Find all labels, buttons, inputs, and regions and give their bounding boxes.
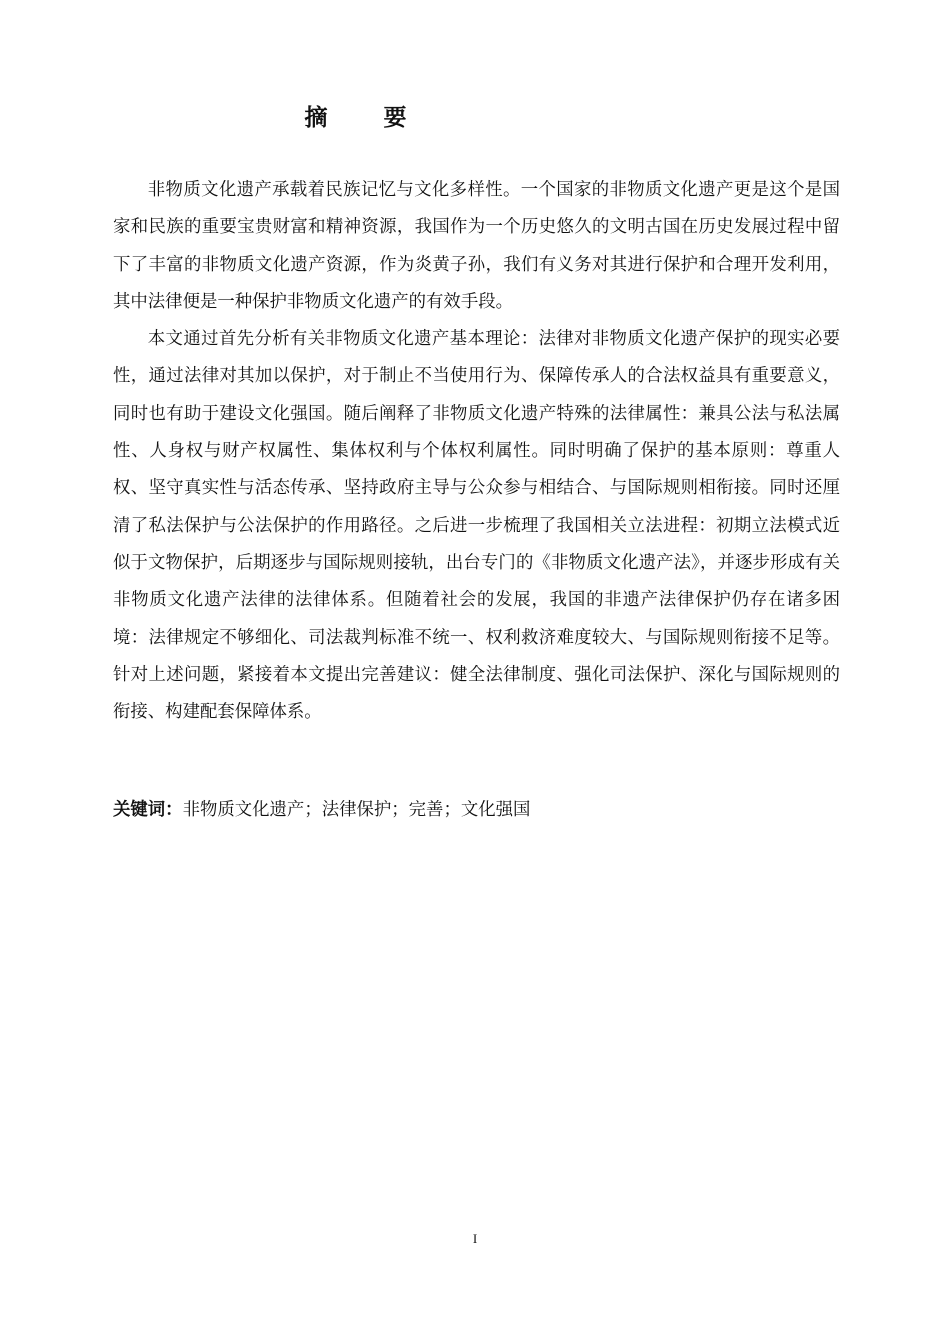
abstract-body: [113, 172, 840, 731]
keywords-label: 关键词：: [113, 800, 183, 820]
keywords-text: 非物质文化遗产；法律保护；完善；文化强国: [182, 800, 531, 820]
page-number: I: [472, 1231, 478, 1246]
abstract-title: 摘 要: [304, 105, 431, 131]
keywords-line: [113, 792, 840, 828]
abstract-paragraph-2: 本文通过首先分析有关非物质文化遗产基本理论：法律对非物质文化遗产保护的现实必要性，通过法律对其加以保护，对于制止不当使用行为、保障传承人的合法权益具有重要意义，同时也有助于建设文化强国。随后阐释了非物质文化遗产特殊的法律属性：兼具公法与私法属性、人身权与财产权属性、集体权利与个体权利属性。同时明确了保护的基本原则：尊重人权、坚守真实性与活态传承、坚持政府主导与公众参与相结合、与国际规则相衔接。同时还厘清了私法保护与公法保护的作用路径。之后进一步梳理了我国相关立法进程：初期立法模式近似于文物保护，后期逐步与国际规则接轨，出台专门的《非物质文化遗产法》，并逐步形成有关非物质文化遗产法律的法律体系。但随着社会的发展，我国的非遗产法律保护仍存在诸多困境：法律规定不够细化、司法裁判标准不统一、权利救济难度较大、与国际规则衔接不足等。针对上述问题，紧接着本文提出完善建议：健全法律制度、强化司法保护、深化与国际规则的衔接、构建配套保障体系。: [113, 329, 840, 723]
abstract-paragraph-1: 非物质文化遗产承载着民族记忆与文化多样性。一个国家的非物质文化遗产更是这个是国家和民族的重要宝贵财富和精神资源，我国作为一个历史悠久的文明古国在历史发展过程中留下了丰富的非物质文化遗产资源，作为炎黄子孙，我们有义务对其进行保护和合理开发利用，其中法律便是一种保护非物质文化遗产的有效手段。: [113, 180, 840, 312]
